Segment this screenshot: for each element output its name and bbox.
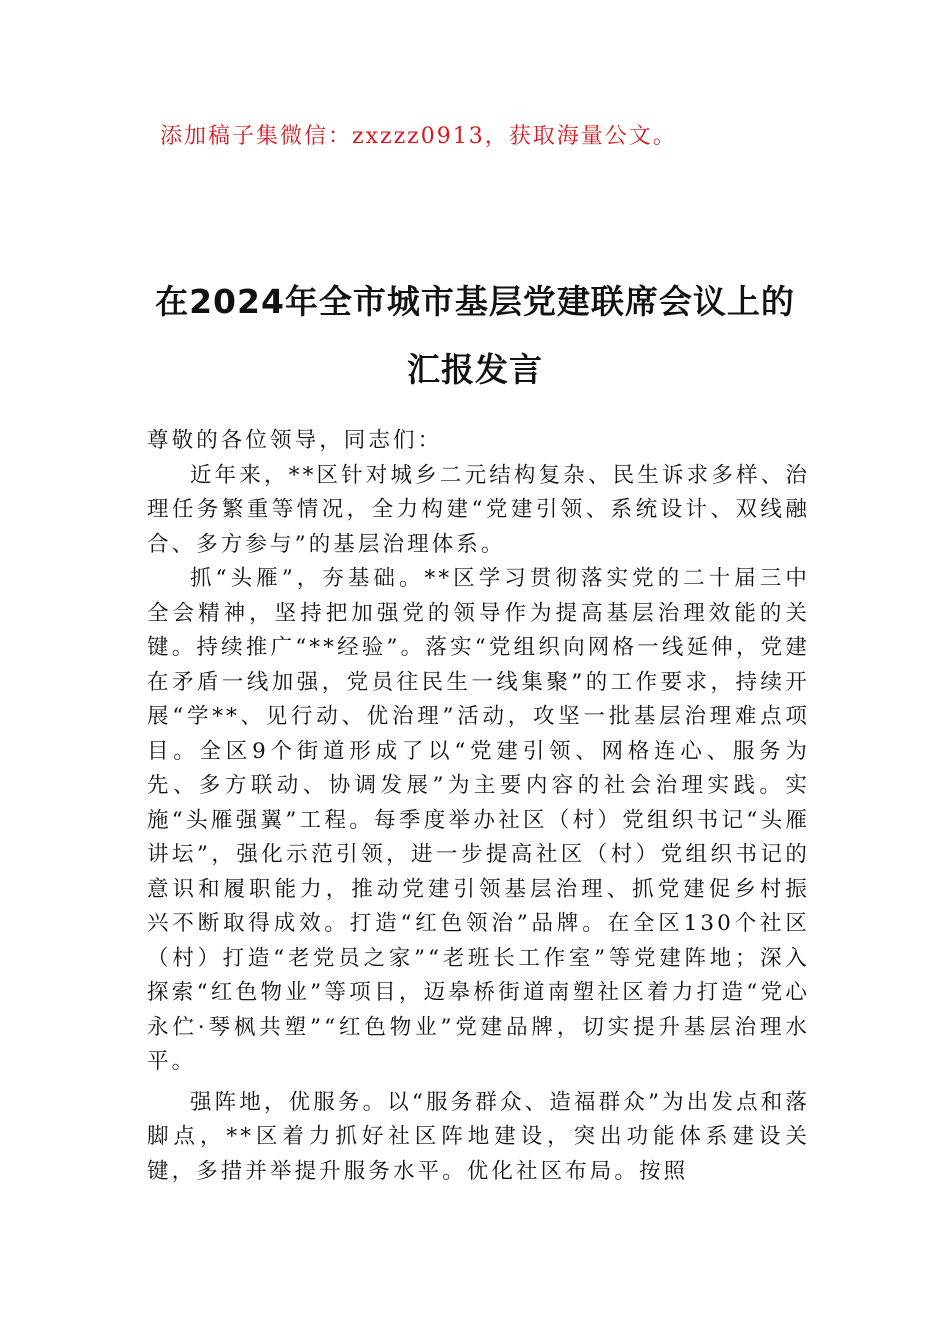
title-line-1: 在2024年全市城市基层党建联席会议上的 — [155, 282, 795, 321]
document-body — [147, 424, 810, 1189]
paragraph-leaders: 抓“头雁”，夯基础。**区学习贯彻落实党的二十届三中全会精神，坚持把加强党的领导作为提高基层治理效能的关键。持续推广“**经验”。落实“党组织向网格一线延伸，党建在矛盾一线加强，党员往民生一线集聚”的工作要求，持续开展“学**、见行动、优治理”活动，攻坚一批基层治理难点项目。全区9个街道形成了以“党建引领、网格连心、服务为先、多方联动、协调发展”为主要内容的社会治理实践。实施“头雁强翼”工程。每季度举办社区（村）党组织书记“头雁讲坛”，强化示范引领，进一步提高社区（村）党组织书记的意识和履职能力，推动党建引领基层治理、抓党建促乡村振兴不断取得成效。打造“红色领治”品牌。在全区130个社区（村）打造“老党员之家”“老班长工作室”等党建阵地；深入探索“红色物业”等项目，迈皋桥街道南塑社区着力打造“党心永伫·琴枫共塑”“红色物业”党建品牌，切实提升基层治理水平。 — [147, 566, 810, 1074]
document-title — [120, 268, 830, 404]
title-line-2: 汇报发言 — [407, 350, 543, 389]
paragraph-intro: 近年来，**区针对城乡二元结构复杂、民生诉求多样、治理任务繁重等情况，全力构建“党建引领、系统设计、双线融合、多方参与”的基层治理体系。 — [147, 462, 810, 557]
salutation: 尊敬的各位领导，同志们： — [147, 428, 443, 453]
wechat-notice: 添加稿子集微信：zxzzz0913，获取海量公文。 — [160, 124, 677, 149]
paragraph-service: 强阵地，优服务。以“服务群众、造福群众”为出发点和落脚点，**区着力抓好社区阵地建设，突出功能体系建设关键，多措并举提升服务水平。优化社区布局。按照 — [147, 1089, 810, 1184]
